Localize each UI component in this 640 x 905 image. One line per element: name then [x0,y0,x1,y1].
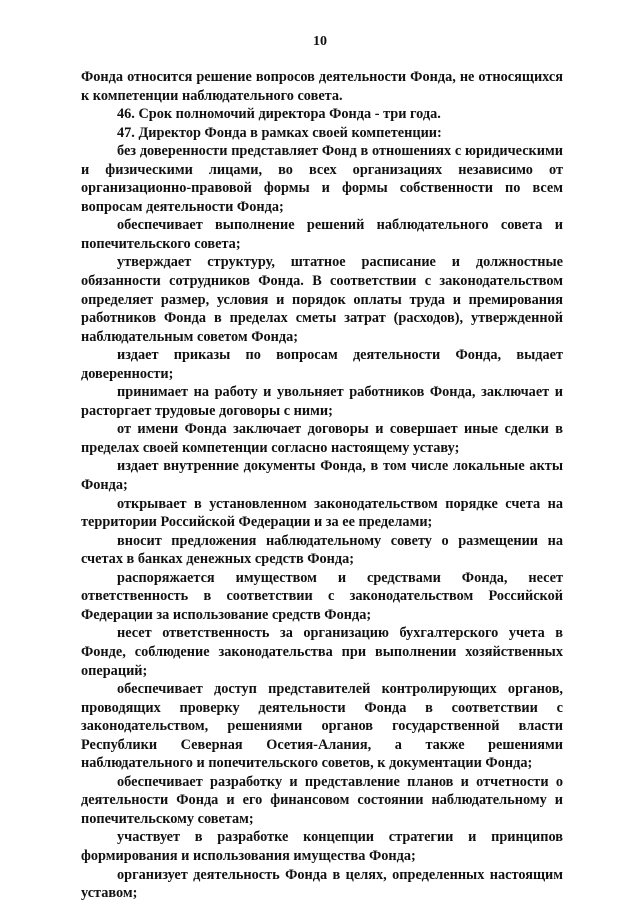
page-number: 10 [313,34,327,49]
paragraph: вносит предложения наблюдательному совету о размещении на счетах в банках денежных средств Фонда; [81,532,563,568]
paragraph: утверждает структуру, штатное расписание и должностные обязанности сотрудников Фонда. В соответствии с законодательством определяет размер, условия и порядок оплаты труда и премирования работников Фонда в пределах сметы затрат (расходов), утвержденной наблюдательным советом Фонда; [81,254,563,345]
paragraph: принимает на работу и увольняет работников Фонда, заключает и расторгает трудовые договоры с ними; [81,384,563,419]
paragraph: участвует в разработке концепции стратегии и принципов формирования и использования имущества Фонда; [81,829,563,864]
paragraph: без доверенности представляет Фонд в отношениях с юридическими и физическими лицами, во всех организациях независимо от организационно-правовой формы и формы собственности по всем вопросам деятельности Фонда; [81,143,563,215]
paragraph: обеспечивает выполнение решений наблюдательного совета и попечительского совета; [81,217,563,252]
paragraph: открывает в установленном законодательством порядке счета на территории Российской Федерации и за ее пределами; [81,495,563,531]
document-body [81,68,563,903]
paragraph: от имени Фонда заключает договоры и совершает иные сделки в пределах своей компетенции согласно настоящему уставу; [81,421,563,456]
paragraph: несет ответственность за организацию бухгалтерского учета в Фонде, соблюдение законодательства при выполнении хозяйственных операций; [81,625,563,679]
paragraph: издает внутренние документы Фонда, в том числе локальные акты Фонда; [81,458,563,494]
paragraph: обеспечивает доступ представителей контролирующих органов, проводящих проверку деятельности Фонда в соответствии с законодательством, решениями органов государственной власти Республики Северная Осетия-Алания, а также решениями наблюдательного и попечительского советов, к документации Фонда; [81,681,563,772]
paragraph: Фонда относится решение вопросов деятельности Фонда, не относящихся к компетенции наблюдательного совета. [81,69,563,104]
paragraph: распоряжается имуществом и средствами Фонда, несет ответственность в соответствии с законодательством Российской Федерации за использование средств Фонда; [81,569,563,623]
paragraph: 47. Директор Фонда в рамках своей компетенции: [117,124,442,141]
paragraph: обеспечивает разработку и представление планов и отчетности о деятельности Фонда и его финансовом состоянии наблюдательному и попечительскому советам; [81,773,563,827]
paragraph: 46. Срок полномочий директора Фонда - три года. [117,106,441,123]
paragraph: организует деятельность Фонда в целях, определенных настоящим уставом; [81,866,563,902]
paragraph: издает приказы по вопросам деятельности Фонда, выдает доверенности; [81,347,563,382]
